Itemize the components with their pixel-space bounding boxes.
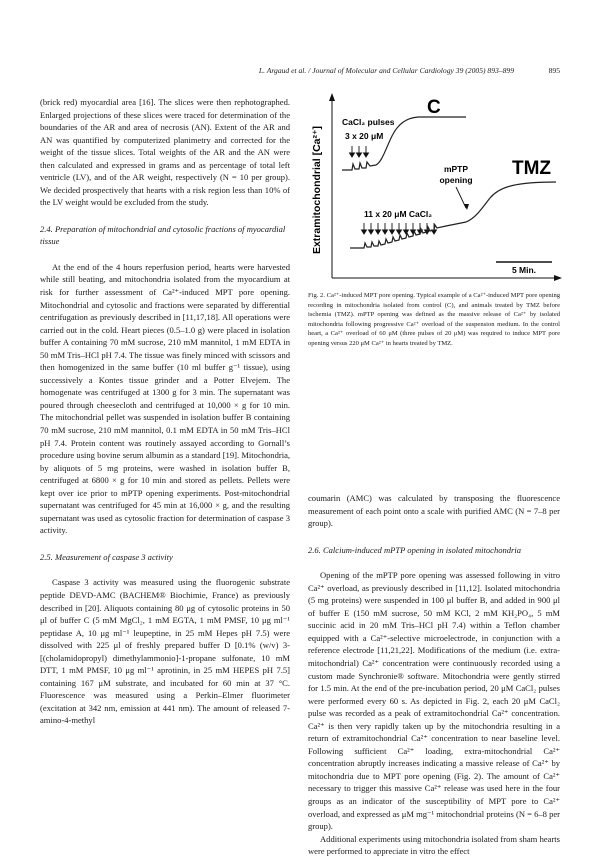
mptp-label-line1: mPTP <box>443 164 469 174</box>
right-column <box>308 492 560 858</box>
paragraph: At the end of the 4 hours reperfusion period, hearts were harvested while still beating, and mitochondria isolated from the myocardium at risk for further assessment of Ca²⁺-induced MPT pore opening. Mitochondrial and cytosolic and fractions were separated by differential centrifugation as previously described in [11,17,18]. All operations were carried out in the cold. Heart pieces (0.5–1.0 g) were placed in isolation buffer A containing 70 mM sucrose, 210 mM mannitol, 1 mM EDTA in 50 mM Tris–HCl pH 7.4. The tissue was finely minced with scissors and then homogenized in the same buffer (10 ml buffer g⁻¹ tissue), using successively a Kontes tissue grinder and a Potter Elvejem. The homogenate was centrifuged at 1300 g for 3 min. The supernatant was poured through cheesecloth and centrifuged at 10,000 × g for 10 min. The mitochondrial pellet was suspended in isolation buffer B containing 70 mM sucrose, 210 mM mannitol, 0.1 mM EDTA in 50 mM Tris–HCl pH 7.4. Protein content was routinely assayed according to Gornall’s procedure using bovine serum albumin as a standard [19]. Mitochondria, by aliquots of 5 mg proteins, were washed in isolation buffer B, centrifuged at 6800 × g for 10 min and stored as pellets. Pellets were kept over ice prior to mPTP opening experiments. Post-mitochondrial supernatant was centrifuged for 45 min at 16,000 × g, and the resulting supernatant was used as cytosolic fraction for determination of caspase 3 activity. <box>40 261 290 536</box>
panel-label-control: C <box>427 97 441 118</box>
control-pulses-label: 3 x 20 μM <box>345 131 384 141</box>
paragraph: Additional experiments using mitochondria isolated from sham hearts were performed to appreciate in vitro the effect <box>308 833 560 857</box>
page-number: 895 <box>548 66 560 75</box>
y-axis-arrow-icon <box>329 93 335 101</box>
figure-2 <box>306 90 562 286</box>
left-column <box>40 96 290 727</box>
y-axis-label: Extramitochondrial [Ca²⁺] <box>311 125 323 255</box>
section-heading-2-6: 2.6. Calcium-induced mPTP opening in isolated mitochondria <box>308 544 522 555</box>
paragraph: Opening of the mPTP pore opening was assessed following in vitro Ca²⁺ overload, as previously described in [11,12]. Isolated mitochondria (5 mg proteins) were suspended in 100 μl buffer B, and added in 900 μl of buffer E (150 mM sucrose, 50 mM KCl, 2 mM KH₂PO₄, 5 mM succinic acid in 20 mM Tris–HCl pH 7.4) within a Teflon chamber equipped with a Ca²⁺-selective microelectrode, in conjunction with a reference electrode [11,21,22]. Modifications of the medium (i.e. extra-mitochondrial) Ca²⁺ concentration were continuously recorded using a custom made Synchronie® software. Mitochondria were gently stirred for 1.5 min. At the end of the pre-incubation period, 20 μM CaCl₂ pulses were performed every 60 s. As depicted in Fig. 2, each 20 μM CaCl₂ pulse was recorded as a peak of extramitochondrial Ca²⁺ concentration. Ca²⁺ is then very rapidly taken up by the mitochondria resulting in a return of extramitochondrial Ca²⁺ concentration to near baseline level. Following sufficient Ca²⁺ loading, extra-mitochondrial Ca²⁺ concentration abruptly increases indicating a massive release of Ca²⁺ by mitochondria due to MPT pore opening (Fig. 2). The amount of Ca²⁺ necessary to trigger this massive Ca²⁺ release was used here in the four groups as an indicator of the susceptibility of MPT pore to Ca²⁺ overload, and expressed as μM mg⁻¹ mitochondrial proteins (N = 6–8 per group). <box>308 570 560 832</box>
tmz-pulses-label: 11 x 20 μM CaCl₂ <box>364 209 433 219</box>
paragraph: Caspase 3 activity was measured using the fluorogenic substrate peptide DEVD-AMC (BACHEM® Biochimie, France) as previously described in [20]. Aliquots containing 80 μg of cytosolic proteins in 50 μl of buffer C (5 mM MgCl₂, 1 mM EGTA, 1 mM PMSF, 10 μg ml⁻¹ peptidase A, 10 μg ml⁻¹ leupeptine, in 25 mM Hepes pH 7.5) were dissolved with 225 μl of freshly prepared buffer D [0.1% (w/v) 3-[(cholamidopropyl) dimethylammonio]-1-propane sulfonate, 10 mM DTT, 1 mM PMSF, 10 μg ml⁻¹ aprotinin, in 25 mM HEPES pH 7.5] containing 167 μM substrate, and incubated for 60 min at 37 °C. Fluorescence was measured using a Perkin–Elmer fluorimeter (excitation at 342 nm, emission at 441 nm). The amount of released 7-amino-4-methyl <box>40 577 290 726</box>
caption-text: Fig. 2. Ca²⁺-induced MPT pore opening. Typical example of a Ca²⁺-induced MPT pore opening recording in mitochondria isolated from control (C), and animals treated by TMZ before ischemia (TMZ). mPTP opening was defined as the massive release of Ca²⁺ by isolated mitochondria following progressive Ca²⁺ overload of the suspension medium. In the control heart, a Ca²⁺ overload of 60 μM (three pulses of 20 μM) was required to induce MPT pore opening versus 220 μM Ca²⁺ in hearts treated by TMZ. <box>308 292 560 347</box>
running-head <box>40 66 560 80</box>
figure-2-graphic <box>306 90 562 286</box>
section-heading-2-5: 2.5. Measurement of caspase 3 activity <box>40 551 173 562</box>
paragraph: coumarin (AMC) was calculated by transposing the fluorescence measurement of each point onto a scale with purified AMC (N = 7–8 per group). <box>308 493 560 529</box>
x-axis-arrow-icon <box>554 275 562 281</box>
panel-label-tmz: TMZ <box>512 158 552 179</box>
cacl2-pulses-label: CaCl₂ pulses <box>342 117 395 127</box>
figure-caption <box>308 291 560 349</box>
journal-citation: L. Argaud et al. / Journal of Molecular and Cellular Cardiology 39 (2005) 893–899 <box>258 66 514 75</box>
control-pulse-arrows <box>350 146 369 157</box>
paragraph: (brick red) myocardial area [16]. The slices were then rephotographed. Enlarged projections of these slices were traced for determination of the boundaries of the AR and area of necrosis (AN). Extent of the AR and AN was quantified by computerized planimetry and corrected for the weight of the tissue slices. Total weights of the AR and the AN were then calculated and expressed in grams and as percentage of total left ventricle (LV), and of the AR weight, respectively (N = 10 per group). We decided prospectively that hearts with a risk region less than 10% of the LV weight would be excluded from the study. <box>40 97 290 208</box>
time-scale-label: 5 Min. <box>511 265 537 275</box>
mptp-pointer-arrow-icon <box>464 204 469 210</box>
mptp-label-line2: opening <box>439 175 473 185</box>
section-heading-2-4: 2.4. Preparation of mitochondrial and cytosolic fractions of myocardial tissue <box>40 223 286 247</box>
